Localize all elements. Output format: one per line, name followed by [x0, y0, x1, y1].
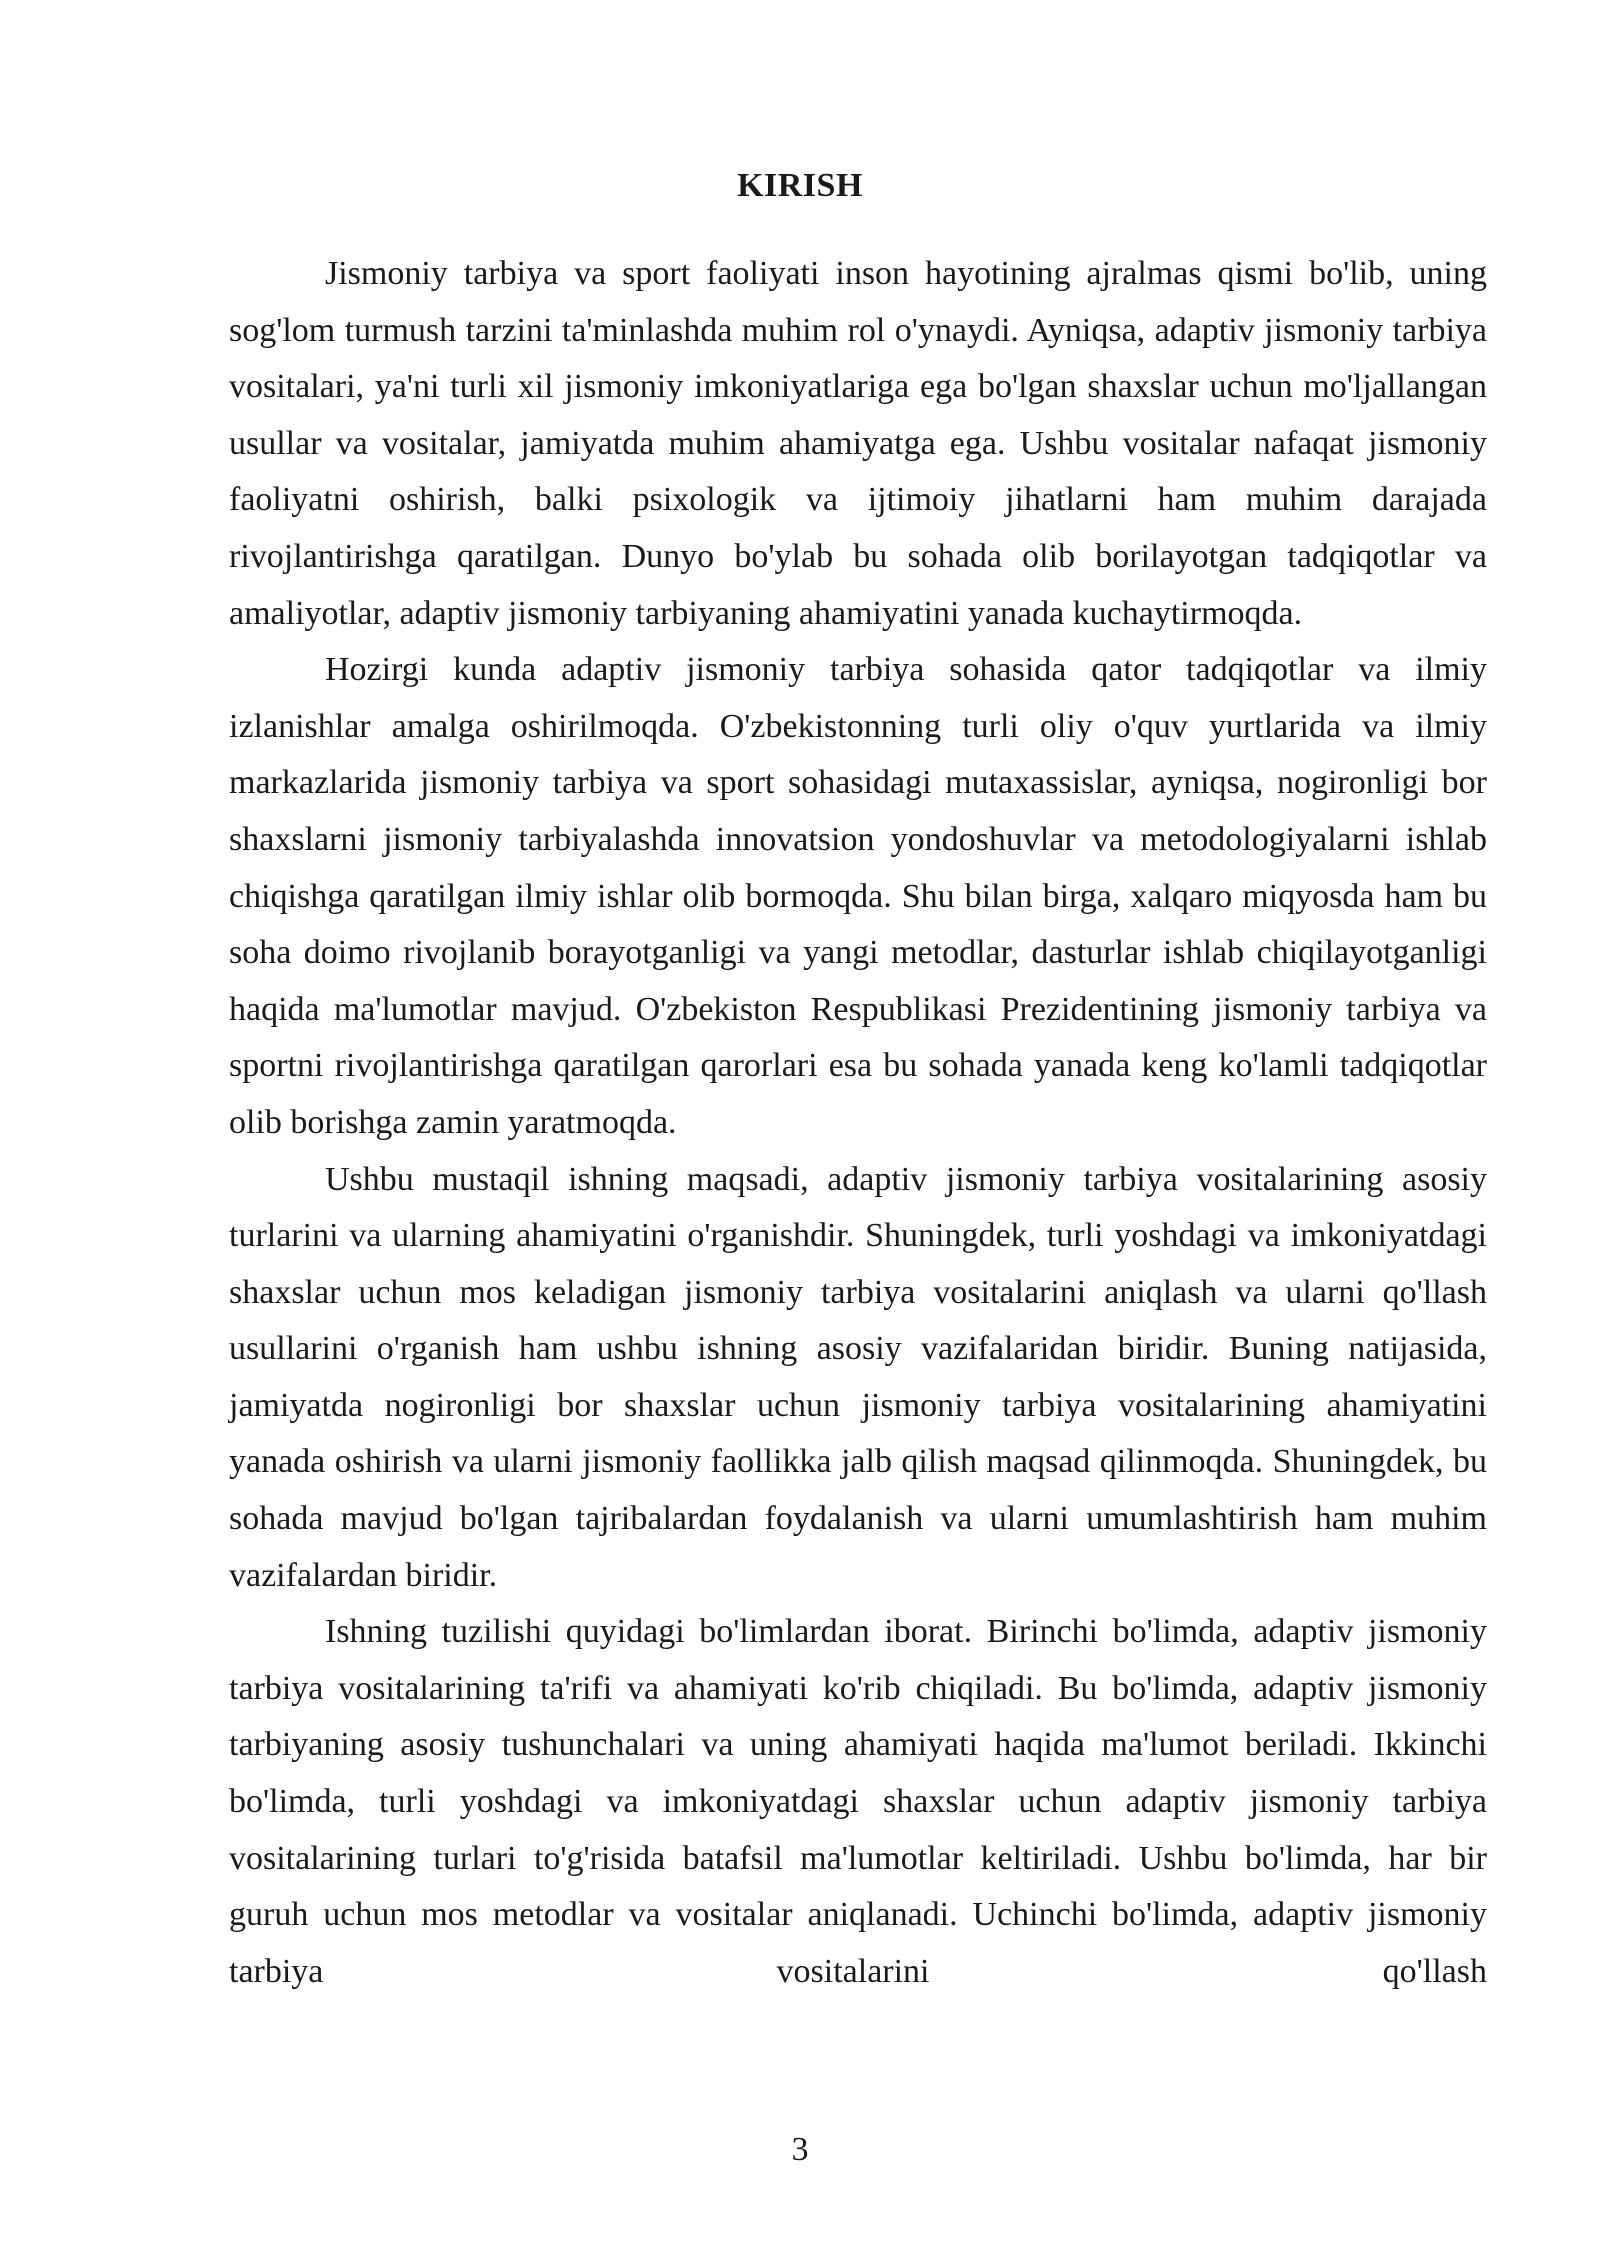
body-text: [229, 246, 1487, 2000]
page-number: 3: [791, 2131, 809, 2168]
paragraph-2: Hozirgi kunda adaptiv jismoniy tarbiya sohasida qator tadqiqotlar va ilmiy izlanishlar amalga oshirilmoqda. O'zbekistonning turli oliy o'quv yurtlarida va ilmiy markazlarida jismoniy tarbiya va sport sohasidagi mutaxassislar, ayniqsa, nogironligi bor shaxslarni jismoniy tarbiyalashda innovatsion yondoshuvlar va metodologiyalarni ishlab chiqishga qaratilgan ilmiy ishlar olib bormoqda. Shu bilan birga, xalqaro miqyosda ham bu soha doimo rivojlanib borayotganligi va yangi metodlar, dasturlar ishlab chiqilayotganligi haqida ma'lumotlar mavjud. O'zbekiston Respublikasi Prezidentining jismoniy tarbiya va sportni rivojlantirishga qaratilgan qarorlari esa bu sohada yanada keng ko'lamli tadqiqotlar olib borishga zamin yaratmoqda.: [229, 651, 1487, 1141]
paragraph-4: Ishning tuzilishi quyidagi bo'limlardan iborat. Birinchi bo'limda, adaptiv jismoniy tarbiya vositalarining ta'rifi va ahamiyati ko'rib chiqiladi. Bu bo'limda, adaptiv jismoniy tarbiyaning asosiy tushunchalari va uning ahamiyati haqida ma'lumot beriladi. Ikkinchi bo'limda, turli yoshdagi va imkoniyatdagi shaxslar uchun adaptiv jismoniy tarbiya vositalarining turlari to'g'risida batafsil ma'lumotlar keltiriladi. Ushbu bo'limda, har bir guruh uchun mos metodlar va vositalar aniqlanadi. Uchinchi bo'limda, adaptiv jismoniy tarbiya vositalarini qo'llash: [229, 1613, 1487, 1990]
page-title: KIRISH: [737, 167, 863, 204]
paragraph-1: Jismoniy tarbiya va sport faoliyati inson hayotining ajralmas qismi bo'lib, uning sog'lom turmush tarzini ta'minlashda muhim rol o'ynaydi. Ayniqsa, adaptiv jismoniy tarbiya vositalari, ya'ni turli xil jismoniy imkoniyatlariga ega bo'lgan shaxslar uchun mo'ljallangan usullar va vositalar, jamiyatda muhim ahamiyatga ega. Ushbu vositalar nafaqat jismoniy faoliyatni oshirish, balki psixologik va ijtimoiy jihatlarni ham muhim darajada rivojlantirishga qaratilgan. Dunyo bo'ylab bu sohada olib borilayotgan tadqiqotlar va amaliyotlar, adaptiv jismoniy tarbiyaning ahamiyatini yanada kuchaytirmoqda.: [229, 255, 1487, 632]
paragraph-3: Ushbu mustaqil ishning maqsadi, adaptiv jismoniy tarbiya vositalarining asosiy turlarini va ularning ahamiyatini o'rganishdir. Shuningdek, turli yoshdagi va imkoniyatdagi shaxslar uchun mos keladigan jismoniy tarbiya vositalarini aniqlash va ularni qo'llash usullarini o'rganish ham ushbu ishning asosiy vazifalaridan biridir. Buning natijasida, jamiyatda nogironligi bor shaxslar uchun jismoniy tarbiya vositalarining ahamiyatini yanada oshirish va ularni jismoniy faollikka jalb qilish maqsad qilinmoqda. Shuningdek, bu sohada mavjud bo'lgan tajribalardan foydalanish va ularni umumlashtirish ham muhim vazifalardan biridir.: [229, 1160, 1487, 1594]
